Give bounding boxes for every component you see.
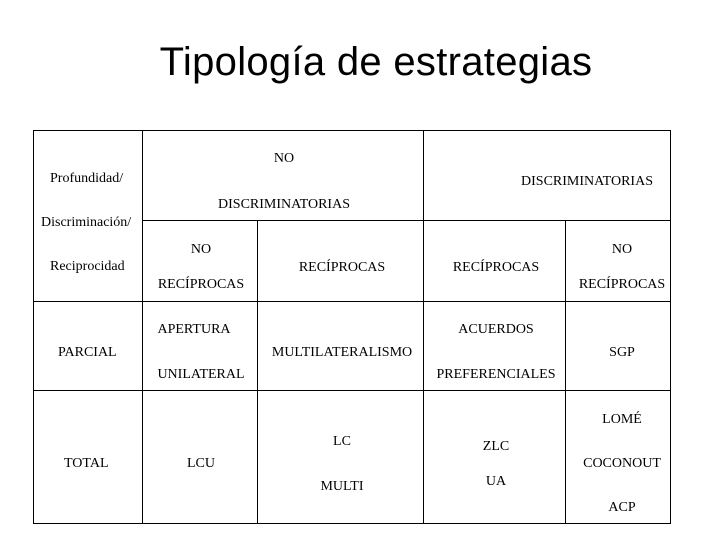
cell-acp: ACP	[608, 500, 636, 515]
grid-line	[34, 301, 670, 302]
cell-lc: LC	[333, 434, 351, 449]
cell-ua: UA	[485, 474, 507, 489]
cell-zlc: ZLC	[482, 439, 510, 454]
cell-lome: LOMÉ	[602, 412, 642, 427]
cell-sgp: SGP	[609, 345, 635, 360]
grid-line	[423, 131, 424, 523]
grid-line	[565, 220, 566, 523]
cell-multi: MULTI	[320, 479, 364, 494]
cell-apertura: APERTURA	[157, 322, 231, 337]
cell-multilateralismo: MULTILATERALISMO	[271, 345, 413, 360]
subheader-no-reciprocas-1-top: NO	[190, 242, 212, 257]
cell-coconout: COCONOUT	[583, 456, 661, 471]
subheader-no-reciprocas-2-bottom: RECÍPROCAS	[578, 277, 666, 292]
cell-lcu: LCU	[187, 456, 215, 471]
cell-unilateral: UNILATERAL	[157, 367, 245, 382]
subheader-reciprocas-1: RECÍPROCAS	[298, 260, 386, 275]
row-label-total: TOTAL	[64, 456, 109, 471]
header-label-profundidad: Profundidad/	[50, 171, 124, 186]
subheader-reciprocas-2: RECÍPROCAS	[452, 260, 540, 275]
grid-line	[257, 220, 258, 523]
header-no-discriminatorias-top: NO	[273, 151, 295, 166]
header-discriminatorias: DISCRIMINATORIAS	[521, 174, 653, 189]
subheader-no-reciprocas-1-bottom: RECÍPROCAS	[157, 277, 245, 292]
header-label-reciprocidad: Reciprocidad	[50, 259, 125, 274]
cell-preferenciales: PREFERENCIALES	[436, 367, 556, 382]
strategy-typology-table	[33, 130, 671, 524]
grid-line	[142, 220, 670, 221]
grid-line	[34, 390, 670, 391]
header-label-discriminacion: Discriminación/	[41, 215, 132, 230]
cell-acuerdos: ACUERDOS	[458, 322, 534, 337]
grid-line	[142, 131, 143, 523]
header-no-discriminatorias-bottom: DISCRIMINATORIAS	[218, 197, 350, 212]
page-title: Tipología de estrategias	[159, 40, 593, 84]
row-label-parcial: PARCIAL	[58, 345, 117, 360]
subheader-no-reciprocas-2-top: NO	[611, 242, 633, 257]
